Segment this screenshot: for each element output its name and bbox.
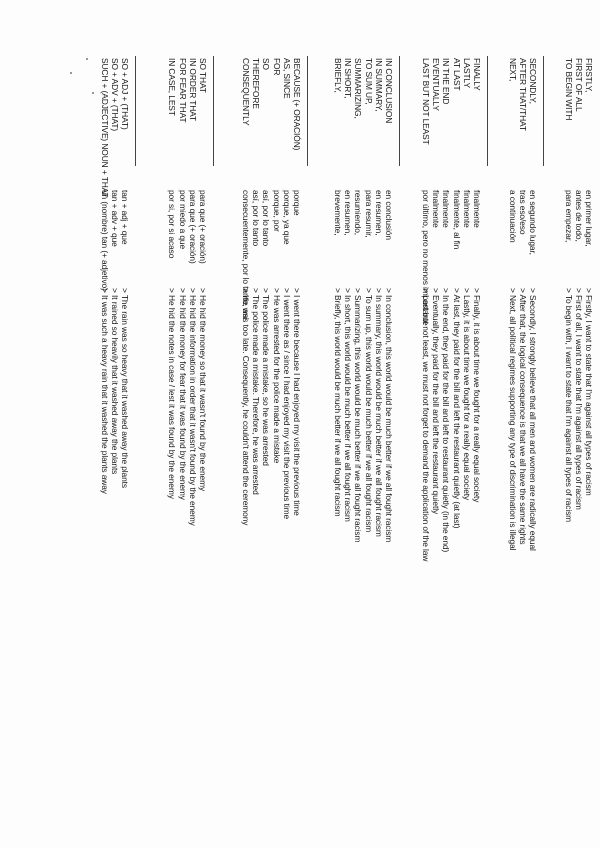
connector-es-line: porque, ya que	[281, 190, 292, 245]
connector-en-line: FOR FEAR THAT	[177, 58, 188, 123]
connector-en-line: SUCH + (ADJECTIVE) NOUN + THAT	[99, 58, 110, 198]
connector-es-line: en segundo lugar,	[528, 190, 538, 255]
example-line: > He was too late. Consequently, he couldn't attend the ceremony	[241, 288, 252, 526]
connector-es-column	[167, 190, 208, 282]
connector-es-line: antes de todo,	[573, 190, 584, 242]
scan-speck	[92, 92, 94, 94]
connector-en-line: FIRSTLY,	[584, 58, 594, 93]
section-divider	[543, 56, 544, 166]
connector-en-line: BRIEFLY,	[333, 58, 344, 93]
connector-es-line: para resumir,	[363, 190, 374, 238]
connector-en-column	[333, 58, 394, 178]
connector-en-line: TO BEGIN WITH	[563, 58, 574, 121]
connector-es-line: para empezar,	[563, 190, 574, 243]
connector-en-line: SO	[261, 58, 272, 70]
example-line: > It was such a heavy rain that it washed the plants away	[99, 288, 110, 494]
connector-en-line: AS, SINCE	[281, 58, 292, 99]
connector-es-column	[507, 190, 538, 282]
section-divider	[487, 56, 488, 166]
example-line: > First of all, I want to state that I'm against all types of racism	[573, 288, 584, 510]
example-column	[507, 288, 538, 828]
example-line: > Next, all political regimes supporting any type of discrimination is illegal	[507, 288, 518, 551]
section-divider	[213, 56, 214, 166]
example-column	[167, 288, 208, 828]
connector-es-line: finalmente, al fin	[451, 190, 462, 250]
connector-en-line: CONSEQUENTLY	[241, 58, 252, 126]
connector-es-column	[241, 190, 302, 320]
connector-en-line: BECAUSE (+ ORACIÓN)	[292, 58, 302, 151]
connector-es-column	[421, 190, 482, 326]
connector-es-line: en primer lugar,	[584, 190, 594, 247]
connector-en-line: IN CASE, LEST	[167, 58, 178, 116]
connector-en-line: EVENTUALLY	[431, 58, 442, 111]
connector-en-column	[421, 58, 482, 178]
example-line: > Last but not least, we must not forget to demand the application of the law	[421, 288, 432, 562]
example-line: > In the end, they paid for the bill and left to restaurant quietly (in the end)	[441, 288, 452, 553]
example-line: > The police made a mistake. Therefore, he was arrested	[251, 288, 262, 495]
example-line: > He hid the notes in case / lest it was found by the enemy	[167, 288, 178, 499]
section-divider	[307, 56, 308, 166]
connector-es-line: así, por lo tanto	[251, 190, 262, 247]
example-line: > Firstly, I want to state that I'm against all types of racism	[584, 288, 594, 496]
connector-es-line: finalmente	[431, 190, 442, 228]
example-line: > Finally, it is about time we fought for a really equal society	[472, 288, 482, 503]
example-line: > Briefly, this world would be much better if we all fought racism	[333, 288, 344, 517]
scan-speck	[86, 58, 88, 60]
connector-es-line: finalmente	[461, 190, 472, 228]
connector-es-line: en resumen,	[373, 190, 384, 236]
connector-en-line: FIRST OF ALL	[573, 58, 584, 112]
connector-en-line: IN THE END	[441, 58, 452, 105]
example-column	[563, 288, 594, 828]
example-line: > The police made a mistake, so he was arrested	[261, 288, 272, 466]
connector-es-line: tras eso/eso	[517, 190, 528, 235]
example-line: > In summary, this world would be much better if we all fought racism	[373, 288, 384, 537]
connector-en-line: SECONDLY,	[528, 58, 538, 104]
example-line: > In short, this world would be much better if we all fought racism	[343, 288, 354, 522]
connector-en-column	[507, 58, 538, 178]
connector-es-column	[99, 190, 130, 291]
connector-en-column	[167, 58, 208, 178]
example-line: > I went there as / since I had enjoyed my visit the previous time	[281, 288, 292, 520]
connector-en-line: IN SHORT,	[343, 58, 354, 99]
connector-es-column	[333, 190, 394, 282]
example-line: > The rain was so heavy that it washed away the plants	[120, 288, 130, 488]
connector-en-line: THEREFORE	[251, 58, 262, 109]
connector-en-line: NEXT,	[507, 58, 518, 82]
connector-en-line: SO + ADV + (THAT)	[109, 58, 120, 132]
example-line: > To begin with, I want to state that I'm against all types of racism	[563, 288, 574, 523]
connector-es-line: consecuentemente, por lo tanto, así	[241, 190, 252, 320]
scan-speck	[70, 72, 72, 74]
connector-en-line: LASTLY	[461, 58, 472, 88]
connector-en-line: LAST BUT NOT LEAST	[421, 58, 432, 145]
connector-es-line: tan + adj + que	[120, 190, 130, 245]
connector-es-line: en resumen,	[343, 190, 354, 236]
connector-es-line: para que (+ oración)	[198, 190, 208, 264]
connector-en-column	[241, 58, 302, 178]
example-line: > He hid the money so that it wasn't found by the enemy	[198, 288, 208, 492]
example-line: > Lastly, it is about time we fought for a really equal society	[461, 288, 472, 501]
example-line: > Summarizing, this world would be much better if we all fought racism	[353, 288, 364, 543]
example-column	[99, 288, 130, 828]
connector-es-line: resumiendo,	[353, 190, 364, 235]
connector-en-line: TO SUM UP,	[363, 58, 374, 105]
connector-en-line: SO + ADJ + (THAT)	[120, 58, 130, 130]
example-line: > He hid the information in order that it wasn't found by the enemy	[187, 288, 198, 526]
connector-es-line: en conclusión	[384, 190, 394, 240]
example-line: > It rained so heavily that it washed away the plants	[109, 288, 120, 475]
connector-en-line: AT LAST	[451, 58, 462, 91]
connector-es-line: para que (+ oración)	[187, 190, 198, 264]
connector-en-column	[563, 58, 594, 178]
connector-es-line: un (nombre) tan (+ adjetivo)	[99, 190, 110, 291]
connector-es-line: porque	[292, 190, 302, 216]
example-line: > Eventually, they paid for the bill and left the restaurant quietly	[431, 288, 442, 515]
connector-es-line: brevemente,	[333, 190, 344, 236]
connector-es-column	[563, 190, 594, 282]
example-column	[241, 288, 302, 828]
section-divider	[399, 56, 400, 166]
example-line: > At last, they paid for the bill and left the restaurant quietly (at last)	[451, 288, 462, 529]
connector-es-line: así, por lo tanto	[261, 190, 272, 247]
connector-es-line: finalmente	[472, 190, 482, 228]
example-column	[333, 288, 394, 828]
example-line: > I went there because I had enjoyed my visit the previous time	[292, 288, 302, 516]
connector-es-line: por último, pero no menos importante	[421, 190, 432, 326]
connector-en-line: IN ORDER THAT	[187, 58, 198, 122]
connector-en-line: SO THAT	[198, 58, 208, 93]
connector-en-line: IN SUMMARY,	[373, 58, 384, 112]
example-line: > In conclusion, this world would be much better if we all fought racism	[384, 288, 394, 543]
connector-en-line: FOR	[271, 58, 282, 76]
connector-en-line: SUMMARIZING,	[353, 58, 364, 119]
connector-es-line: por miedo a que	[177, 190, 188, 250]
connector-es-line: a continuación	[507, 190, 518, 243]
example-line: > He was arrested for the police made a mistake	[271, 288, 282, 464]
connector-en-line: IN CONCLUSION	[384, 58, 394, 124]
connector-en-line: AFTER THAT/THAT	[517, 58, 528, 131]
connector-es-line: finalmente	[441, 190, 452, 228]
example-line: > Secondly, I strongly believe that all men and women are radically equal	[528, 288, 538, 551]
connector-en-line: FINALLY	[472, 58, 482, 91]
example-column	[421, 288, 482, 828]
example-line: > He hid the money for fear that it was found by the enemy	[177, 288, 188, 500]
section-divider	[135, 56, 136, 166]
connector-en-column	[99, 58, 130, 198]
connector-es-line: porque, por	[271, 190, 282, 232]
example-line: > To sum up, this world would be much better if we all fought racism	[363, 288, 374, 533]
example-line: > After that, the logical consequence is that we all have the same rights	[517, 288, 528, 545]
connector-es-line: por si, por si acaso	[167, 190, 178, 259]
connector-es-line: tan + adv + que	[109, 190, 120, 247]
